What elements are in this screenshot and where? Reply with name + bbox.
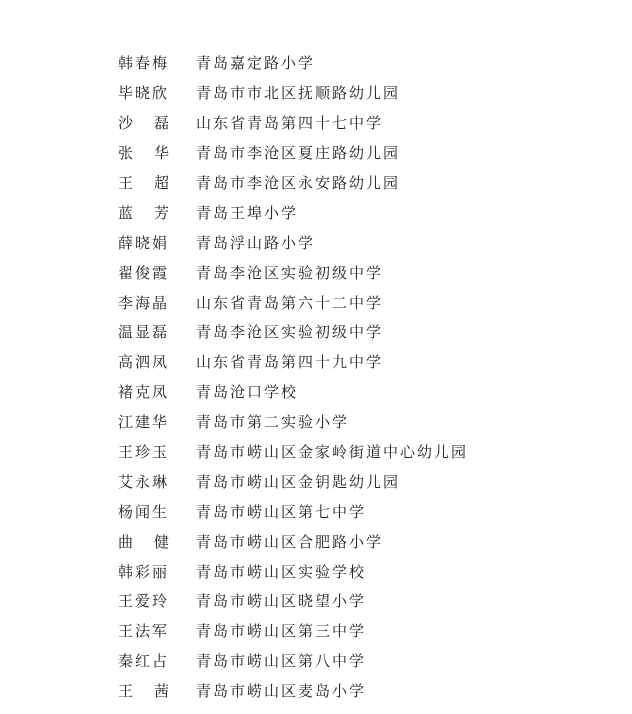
school-name: 青岛王埠小学 bbox=[196, 203, 299, 222]
person-name: 江建华 bbox=[118, 413, 170, 432]
list-item bbox=[118, 287, 468, 317]
person-name: 王法军 bbox=[118, 622, 170, 641]
school-name: 山东省青岛第四十七中学 bbox=[196, 114, 384, 133]
school-name: 青岛市崂山区麦岛小学 bbox=[196, 682, 367, 701]
person-name: 艾永琳 bbox=[118, 472, 170, 491]
list-item bbox=[118, 556, 468, 586]
person-name: 王爱玲 bbox=[118, 592, 170, 611]
person-name: 褚克凤 bbox=[118, 383, 170, 402]
school-name: 青岛市李沧区永安路幼儿园 bbox=[196, 174, 401, 192]
list-item bbox=[118, 197, 468, 227]
person-name: 薛晓娟 bbox=[118, 233, 170, 252]
person-name: 毕晓欣 bbox=[118, 84, 170, 103]
person-name: 王珍玉 bbox=[118, 443, 170, 462]
school-name: 青岛市崂山区合肥路小学 bbox=[196, 532, 384, 551]
school-name: 青岛市崂山区实验学校 bbox=[196, 562, 367, 581]
list-item bbox=[118, 646, 468, 676]
list-item bbox=[118, 48, 468, 78]
school-name: 青岛市崂山区第三中学 bbox=[196, 622, 367, 641]
list-item bbox=[118, 676, 468, 706]
list-item bbox=[118, 466, 468, 496]
school-name: 山东省青岛第四十九中学 bbox=[196, 353, 384, 372]
person-name: 韩春梅 bbox=[118, 54, 170, 73]
school-name: 青岛市崂山区第八中学 bbox=[196, 652, 367, 671]
person-name: 王 茜 bbox=[118, 682, 170, 701]
school-name: 青岛市崂山区金钥匙幼儿园 bbox=[196, 472, 401, 491]
school-name: 山东省青岛第六十二中学 bbox=[196, 293, 384, 312]
person-name: 翟俊霞 bbox=[118, 263, 170, 282]
person-name: 王 超 bbox=[118, 174, 170, 192]
list-item bbox=[118, 317, 468, 347]
list-item bbox=[118, 257, 468, 287]
school-name: 青岛市李沧区夏庄路幼儿园 bbox=[196, 144, 401, 163]
school-name: 青岛沧口学校 bbox=[196, 383, 299, 402]
list-item bbox=[118, 616, 468, 646]
person-name: 高泗凤 bbox=[118, 353, 170, 372]
list-item bbox=[118, 347, 468, 377]
list-item bbox=[118, 526, 468, 556]
list-item bbox=[118, 437, 468, 467]
list-item bbox=[118, 377, 468, 407]
list-item bbox=[118, 168, 468, 198]
person-name: 杨闻生 bbox=[118, 502, 170, 521]
school-name: 青岛嘉定路小学 bbox=[196, 54, 316, 73]
person-name: 曲 健 bbox=[118, 532, 170, 551]
person-name: 秦红占 bbox=[118, 652, 170, 671]
person-name: 沙 磊 bbox=[118, 114, 170, 133]
school-name: 青岛市崂山区金家岭街道中心幼儿园 bbox=[196, 443, 469, 462]
school-name: 青岛浮山路小学 bbox=[196, 233, 316, 252]
list-item bbox=[118, 138, 468, 168]
list-item bbox=[118, 586, 468, 616]
school-name: 青岛市第二实验小学 bbox=[196, 413, 350, 432]
list-item bbox=[118, 78, 468, 108]
school-name: 青岛市市北区抚顺路幼儿园 bbox=[196, 84, 401, 103]
person-name: 李海晶 bbox=[118, 293, 170, 312]
name-list bbox=[118, 48, 468, 706]
school-name: 青岛市崂山区第七中学 bbox=[196, 502, 367, 521]
person-name: 韩彩丽 bbox=[118, 562, 170, 581]
list-item bbox=[118, 407, 468, 437]
list-item bbox=[118, 227, 468, 257]
person-name: 蓝 芳 bbox=[118, 203, 170, 222]
person-name: 温显磊 bbox=[118, 323, 170, 342]
school-name: 青岛李沧区实验初级中学 bbox=[196, 263, 384, 282]
list-item bbox=[118, 108, 468, 138]
person-name: 张 华 bbox=[118, 144, 170, 163]
school-name: 青岛李沧区实验初级中学 bbox=[196, 323, 384, 342]
list-item bbox=[118, 496, 468, 526]
school-name: 青岛市崂山区晓望小学 bbox=[196, 592, 367, 611]
